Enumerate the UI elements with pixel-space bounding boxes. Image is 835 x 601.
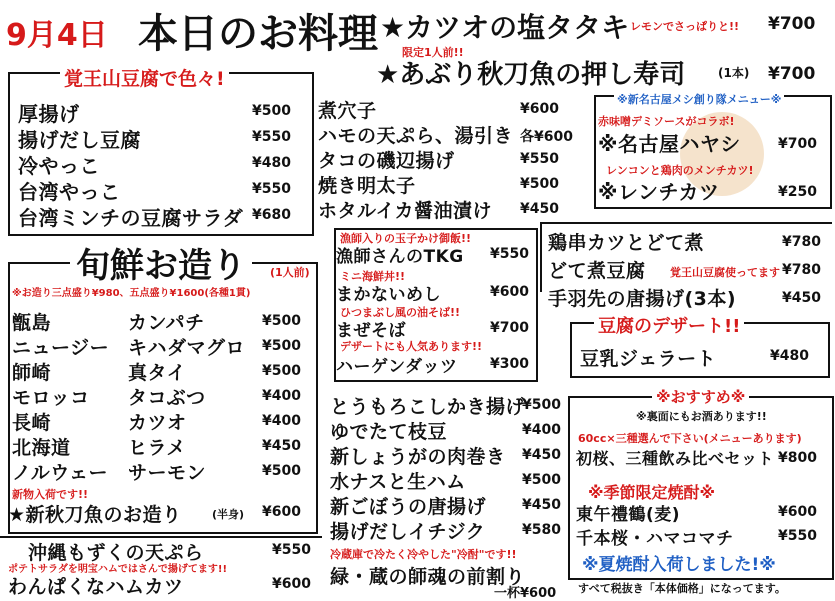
- fisherman-note-3: ひつまぶし風の油そば!!: [340, 306, 461, 319]
- tofu-item: 台湾ミンチの豆腐サラダ: [18, 206, 244, 230]
- fisherman-price-3: ¥700: [490, 320, 529, 336]
- bottom-note: ポテトサラダを明宝ハムではさんで揚げてます!!: [8, 564, 228, 575]
- sashimi-origin: 北海道: [12, 437, 71, 459]
- recommend-note: ※裏面にもお酒あります!!: [636, 410, 767, 423]
- sashimi-price: ¥500: [262, 338, 301, 354]
- chicken-note-2: 覚王山豆腐使ってます: [670, 266, 780, 279]
- mid-dish-item: ホタルイカ醤油漬け: [318, 200, 492, 222]
- nagoya-item-1: ※名古屋ハヤシ: [598, 132, 741, 156]
- bottom-price-2: ¥600: [272, 576, 311, 592]
- sashimi-special: ★新秋刀魚のお造り: [8, 504, 182, 526]
- sashimi-title: 旬鮮お造り: [70, 238, 252, 287]
- menu-title: 本日のお料理: [138, 11, 378, 57]
- sashimi-price: ¥400: [262, 413, 301, 429]
- sashimi-fish: カンパチ: [128, 312, 205, 334]
- side-dish-price: ¥500: [522, 472, 561, 488]
- new-arrival-note: 新物入荷です!!: [12, 488, 89, 501]
- tofu-item: 厚揚げ: [18, 102, 80, 126]
- tofu-item: 冷やっこ: [18, 154, 100, 178]
- sashimi-origin: 長崎: [12, 412, 52, 434]
- sashimi-unit: (1人前): [270, 266, 310, 279]
- tofu-title: 覚王山豆腐で色々!: [60, 64, 229, 91]
- nagoya-note-1: 赤味噌デミソースがコラボ!: [598, 115, 735, 128]
- nagoya-price-2: ¥250: [778, 184, 817, 200]
- recommend-title: ※おすすめ※: [652, 386, 749, 407]
- mid-dish-price: ¥600: [520, 101, 559, 117]
- sashimi-fish: タコぶつ: [128, 387, 206, 409]
- nagoya-item-2: ※レンチカツ: [598, 180, 720, 204]
- tofu-price: ¥480: [252, 155, 291, 171]
- sashimi-special-unit: (半身): [212, 508, 245, 521]
- side-dish-item: 新しょうがの肉巻き: [330, 446, 506, 468]
- special-2-name: ★あぶり秋刀魚の押し寿司: [376, 60, 686, 90]
- bottom-item-2: わんぱくなハムカツ: [8, 576, 184, 598]
- fisherman-item-2: まかないめし: [336, 285, 441, 305]
- summer-shochu: ※夏焼酎入荷しました!※: [582, 555, 776, 575]
- sashimi-fish: ヒラメ: [128, 437, 186, 459]
- sashimi-note: ※お造り三点盛り¥980、五点盛り¥1600(各種1貫): [12, 288, 251, 299]
- seasonal-title: ※季節限定焼酎※: [588, 483, 716, 502]
- chicken-item-1: 鶏串カツとどて煮: [548, 232, 705, 254]
- seasonal-price-1: ¥600: [778, 504, 817, 520]
- mid-dish-price: ¥500: [520, 176, 559, 192]
- mid-dish-item: ハモの天ぷら、湯引き: [318, 125, 514, 147]
- special-2-note: 限定1人前!!: [402, 46, 464, 59]
- side-dish-item: 揚げだしイチジク: [330, 521, 486, 543]
- nagoya-note-2: レンコンと鶏肉のメンチカツ!: [606, 164, 754, 177]
- dessert-item: 豆乳ジェラート: [580, 348, 717, 370]
- sashimi-fish: キハダマグロ: [128, 337, 246, 359]
- drink-price: 一杯¥600: [494, 586, 557, 601]
- sashimi-origin: ノルウェー: [12, 462, 108, 484]
- tofu-price: ¥550: [252, 129, 291, 145]
- fisherman-item-1: 漁師さんのTKG: [336, 247, 464, 267]
- seasonal-item-1: 東午禮鶴(麦): [576, 505, 681, 525]
- tofu-price: ¥550: [252, 181, 291, 197]
- menu-date: 9月4日: [6, 18, 108, 53]
- bottom-price-1: ¥550: [272, 542, 311, 558]
- tofu-price: ¥680: [252, 207, 291, 223]
- sashimi-origin: 甑島: [12, 312, 52, 334]
- side-dish-price: ¥580: [522, 522, 561, 538]
- tofu-price: ¥500: [252, 103, 291, 119]
- mid-dish-price: ¥450: [520, 201, 559, 217]
- sashimi-price: ¥500: [262, 313, 301, 329]
- side-dish-price: ¥450: [522, 497, 561, 513]
- chicken-item-3: 手羽先の唐揚げ(3本): [548, 288, 737, 310]
- sashimi-origin: モロッコ: [12, 387, 90, 409]
- side-dish-item: ゆでたて枝豆: [330, 421, 448, 443]
- fisherman-item-3: まぜそば: [336, 321, 406, 341]
- fisherman-note-2: ミニ海鮮丼!!: [340, 270, 406, 283]
- special-1-price: ¥700: [768, 14, 816, 34]
- chicken-price-2: ¥780: [782, 262, 821, 278]
- mid-dish-item: タコの磯辺揚げ: [318, 150, 455, 172]
- special-1-note: レモンでさっぱりと!!: [630, 20, 740, 33]
- sashimi-price: ¥500: [262, 463, 301, 479]
- sashimi-price: ¥450: [262, 438, 301, 454]
- seasonal-item-2: 千本桜・ハマコマチ: [576, 529, 734, 549]
- mid-dish-item: 焼き明太子: [318, 175, 416, 197]
- side-dish-price: ¥450: [522, 447, 561, 463]
- sashimi-price: ¥500: [262, 363, 301, 379]
- recommend-price: ¥800: [778, 450, 817, 466]
- side-dish-item: 水ナスと生ハム: [330, 471, 466, 493]
- side-dish-item: 新ごぼうの唐揚げ: [330, 496, 487, 518]
- sashimi-origin: ニュージー: [12, 337, 110, 359]
- tofu-item: 台湾やっこ: [18, 180, 121, 204]
- chicken-price-1: ¥780: [782, 234, 821, 250]
- mid-dish-item: 煮穴子: [318, 100, 377, 122]
- special-2-unit: (1本): [718, 66, 750, 80]
- sashimi-fish: カツオ: [128, 412, 187, 434]
- recommend-item: 初桜、三種飲み比べセット: [576, 449, 775, 468]
- drink-item: 緑・蔵の師魂の前割り: [330, 566, 526, 588]
- side-dish-price: ¥500: [522, 397, 561, 413]
- fisherman-price-2: ¥600: [490, 284, 529, 300]
- sashimi-special-price: ¥600: [262, 504, 301, 520]
- sashimi-fish: サーモン: [128, 462, 207, 484]
- fisherman-price-1: ¥550: [490, 246, 529, 262]
- dessert-title: 豆腐のデザート!!: [594, 312, 744, 338]
- cold-sake-note: 冷蔵庫で冷たく冷やした"冷酎"です!!: [330, 548, 517, 561]
- fisherman-note-1: 漁師入りの玉子かけ御飯!!: [340, 232, 472, 245]
- nagoya-title: ※新名古屋メシ創り隊メニュー※: [614, 91, 784, 107]
- fisherman-item-4: ハーゲンダッツ: [336, 357, 458, 377]
- mid-dish-price: 各¥600: [520, 129, 573, 145]
- special-2-price: ¥700: [768, 64, 816, 84]
- mid-dish-price: ¥550: [520, 151, 559, 167]
- bottom-item-1: 沖縄もずくの天ぷら: [28, 542, 204, 564]
- tofu-item: 揚げだし豆腐: [18, 128, 141, 152]
- nagoya-price-1: ¥700: [778, 136, 817, 152]
- fisherman-note-4: デザートにも人気あります!!: [340, 340, 483, 353]
- fisherman-price-4: ¥300: [490, 356, 529, 372]
- chicken-item-2: どて煮豆腐: [548, 260, 646, 282]
- side-dish-price: ¥400: [522, 422, 561, 438]
- sashimi-origin: 師崎: [12, 362, 52, 384]
- tax-footer: すべて税抜き「本体価格」になってます。: [578, 582, 786, 595]
- side-dish-item: とうもろこしかき揚げ: [330, 396, 526, 418]
- dessert-price: ¥480: [770, 348, 809, 364]
- sashimi-price: ¥400: [262, 388, 301, 404]
- special-1-name: ★カツオの塩タタキ: [380, 11, 630, 44]
- sashimi-fish: 真タイ: [128, 362, 187, 384]
- recommend-note-2: 60cc×三種選んで下さい(メニューあります): [578, 432, 802, 445]
- seasonal-price-2: ¥550: [778, 528, 817, 544]
- chicken-price-3: ¥450: [782, 290, 821, 306]
